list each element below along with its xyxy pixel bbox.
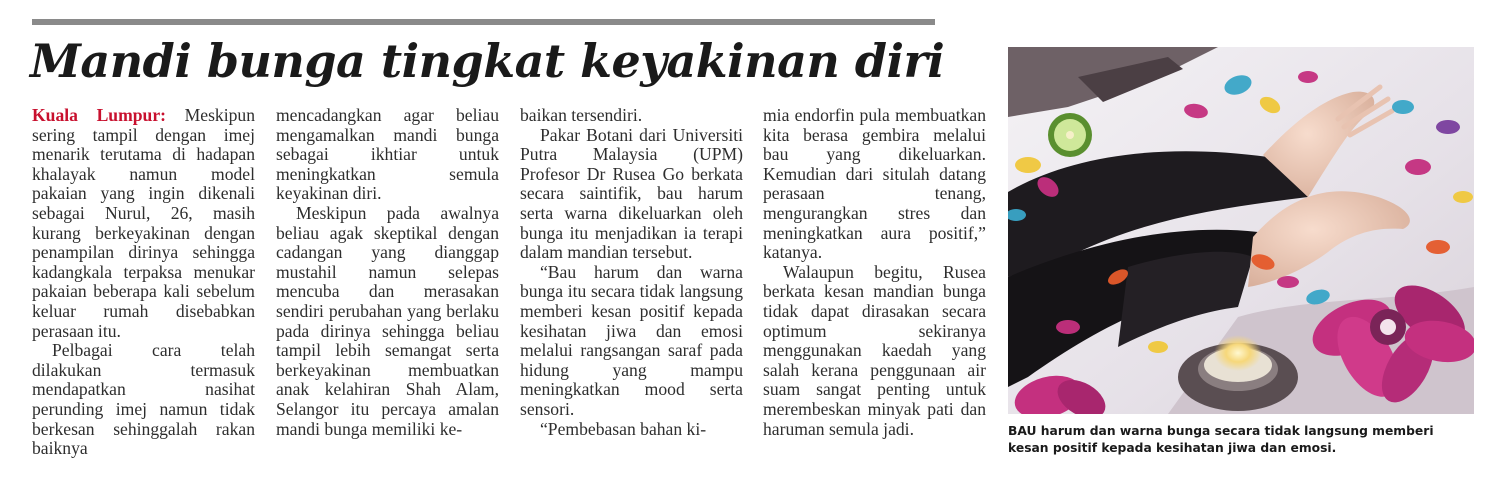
article-paragraph: Walaupun begitu, Rusea berkata kesan mandian bunga tidak dapat dirasakan secara optimum sekiranya menggunakan kaedah yang salah kerana penggunaan air suam sangat penting untuk merembeskan minyak pati dan haruman semula jadi. <box>763 261 986 439</box>
article-column-1 <box>32 106 255 476</box>
flower-bath-illustration <box>1008 47 1474 414</box>
article-headline: Mandi bunga tingkat keyakinan diri <box>30 34 945 88</box>
dateline: Kuala Lumpur: <box>32 106 166 125</box>
article-paragraph: Meskipun pada awalnya beliau agak skeptikal dengan cadangan yang dianggap mustahil namun selepas mencuba dan merasakan sendiri perubahan yang berlaku pada dirinya sehingga beliau tampil lebih semangat serta berkeyakinan membuatkan anak kelahiran Shah Alam, Selangor itu percaya amalan mandi bunga memiliki ke- <box>276 202 499 439</box>
paragraph-text: Meskipun sering tampil dengan imej menarik terutama di hadapan khalayak namun model pakaian yang ingin dikenali sebagai Nurul, 26, masih kurang berkeyakinan dengan penampilan dirinya sehingga kadangkala terpaksa menukar pakaian beberapa kali sebelum keluar rumah disebabkan perasaan itu. <box>32 106 255 341</box>
article-paragraph: Pakar Botani dari Universiti Putra Malaysia (UPM) Profesor Dr Rusea Go berkata secara saintifik, bau harum serta warna dikeluarkan oleh bunga itu menjadikan ia terapi dalam mandian tersebut. <box>520 124 743 263</box>
article-paragraph: mencadangkan agar beliau mengamalkan mandi bunga sebagai ikhtiar untuk meningkatkan semula keyakinan diri. <box>276 106 499 204</box>
article-paragraph <box>32 106 255 341</box>
photo-caption: BAU harum dan warna bunga secara tidak langsung memberi kesan positif kepada kesihatan jiwa dan emosi. <box>1008 424 1434 455</box>
article-paragraph: mia endorfin pula membuatkan kita berasa gembira melalui bau yang dikeluarkan. Kemudian dari situlah datang perasaan tenang, mengurangkan stres dan meningkatkan aura positif,” katanya. <box>763 106 986 263</box>
article-column-2 <box>276 106 499 476</box>
article-paragraph: baikan tersendiri. <box>520 106 643 125</box>
article-paragraph: “Pembebasan bahan ki- <box>540 418 707 439</box>
article-paragraph: Pelbagai cara telah dilakukan termasuk mendapatkan nasihat perunding imej namun tidak berkesan sehinggalah rakan baiknya <box>32 340 255 459</box>
article-column-4 <box>763 106 986 476</box>
article-column-3 <box>520 106 743 476</box>
article-paragraph: “Bau harum dan warna bunga itu secara tidak langsung memberi kesan positif kepada kesihatan jiwa dan emosi melalui rangsangan saraf pada hidung yang mampu meningkatkan mood serta sensori. <box>520 261 743 419</box>
article-photo <box>1008 47 1474 414</box>
top-rule <box>32 19 935 25</box>
